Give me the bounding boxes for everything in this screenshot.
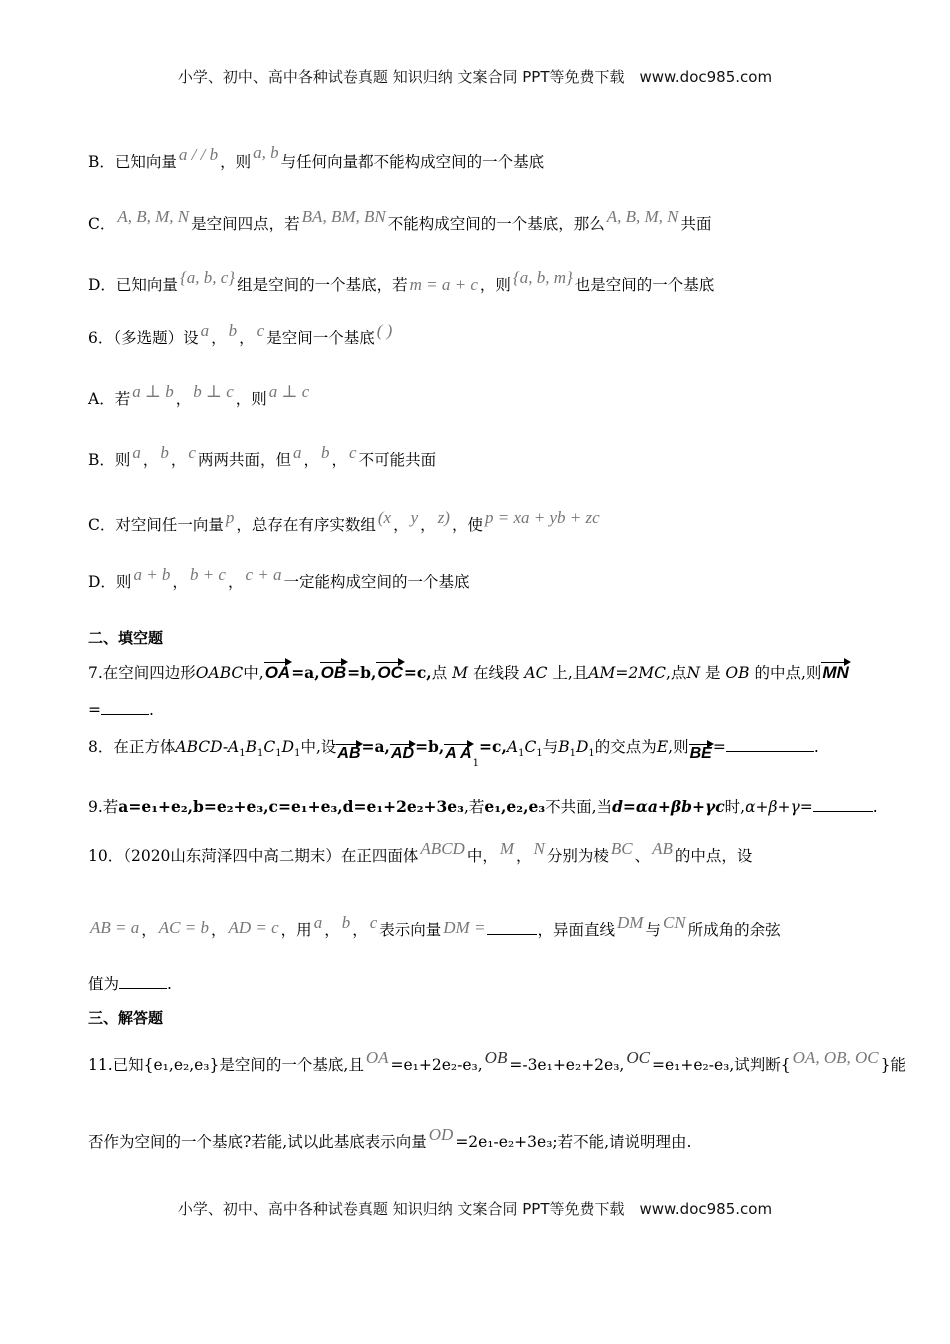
answer-blank <box>726 737 814 752</box>
q5-option-c <box>88 207 712 234</box>
math: α+β+γ= <box>745 798 813 816</box>
q6-option-b: B．则 a ， b ， c 两两共面，但 a ， b ， c 不可能共面 <box>88 443 437 469</box>
text: C．对空间任一向量 <box>88 516 224 534</box>
text: 与 <box>645 921 661 939</box>
vector-oc: OC <box>377 663 403 682</box>
q6-option-a: A．若 a ⊥ b ， b ⊥ c ，则 a ⊥ c <box>88 382 310 408</box>
text: =b, <box>347 663 377 682</box>
math: b + c <box>189 565 226 584</box>
text: ，用 <box>280 921 312 939</box>
text: 是空间四点，若 <box>191 215 300 233</box>
math: DM = <box>443 918 486 937</box>
math: N <box>533 839 545 858</box>
math: y <box>410 508 419 527</box>
text: B．已知向量 <box>88 153 177 171</box>
math: a <box>313 913 323 932</box>
math: OC <box>626 1048 650 1067</box>
math: M <box>452 664 469 682</box>
text: ，则 <box>220 153 252 171</box>
text: . <box>872 798 878 816</box>
math: a <box>132 443 141 462</box>
q10-line1 <box>88 839 753 866</box>
math: BC <box>610 839 633 858</box>
text: =b, <box>415 737 445 756</box>
math: A, B, M, N <box>606 207 679 226</box>
text: ,则 <box>668 738 689 756</box>
math: OA, OB, OC <box>792 1048 879 1067</box>
text: 是 <box>704 664 721 682</box>
footer-banner: 小学、初中、高中各种试卷真题 知识归纳 文案合同 PPT等免费下载 www.doc985.com <box>177 1200 773 1218</box>
math: e₁,e₂,e₃ <box>484 797 546 816</box>
text: 与任何向量都不能构成空间的一个基底 <box>280 153 545 171</box>
text: ，则 <box>479 276 511 294</box>
math: {a, b, c} <box>179 268 236 287</box>
math: M <box>499 839 514 858</box>
text: 与 <box>542 738 559 756</box>
text: 8．在正方体 <box>88 738 176 756</box>
math: DM <box>616 913 644 932</box>
math: OB <box>725 664 750 682</box>
vector-mn: MN <box>822 663 849 682</box>
math: m = a + c <box>409 275 478 294</box>
vector-ab: AB <box>337 745 361 762</box>
q8-line: 8．在正方体ABCD-$A_1B_1C_1D_1$中,设AB=a,AD=b,A $A_1=c,A_1C_1$与$B_1D_1$的交点为E,则BE= . <box>88 737 819 770</box>
text: =a, <box>361 737 390 756</box>
vector-aa1: A A <box>445 745 472 762</box>
text: 11.已知{e₁,e₂,e₃}是空间的一个基底,且 <box>88 1056 364 1074</box>
text: 是空间一个基底 <box>266 329 375 347</box>
text: ，总存在有序实数组 <box>236 516 376 534</box>
text: 中,设 <box>300 738 337 756</box>
text: 7.在空间四边形 <box>88 664 196 682</box>
text: 9.若 <box>88 798 119 816</box>
text: ，则 <box>235 390 267 408</box>
text: }能 <box>880 1056 906 1074</box>
text: 值为 <box>88 975 120 993</box>
q6-stem: 6．（多选题）设 a ， b ， c 是空间一个基底 ( ) <box>88 321 393 347</box>
q11-line2 <box>88 1125 692 1152</box>
text: 、 <box>634 847 651 865</box>
math: E <box>656 738 669 756</box>
math: AD = c <box>228 918 279 937</box>
math: ABCD <box>420 839 465 858</box>
q10-line3: 值为 . <box>88 975 172 993</box>
text: ，异面直线 <box>537 921 615 939</box>
text: ,点 <box>666 664 687 682</box>
section-heading-fill-in: 二、填空题 <box>88 629 164 647</box>
text: 10．（2020山东菏泽四中高二期末）在正四面体 <box>88 847 419 865</box>
math: a <box>200 321 210 340</box>
text: = <box>88 701 101 719</box>
math: a, b <box>253 143 279 162</box>
math: b ⊥ c <box>193 382 234 401</box>
text: 时, <box>724 798 746 816</box>
text: 在线段 <box>472 664 520 682</box>
math: OD <box>428 1125 454 1144</box>
math: p = xa + yb + zc <box>484 508 600 527</box>
text: D．已知向量 <box>88 276 178 294</box>
text: 共面 <box>680 215 712 233</box>
math: p <box>225 508 235 527</box>
text: 两两共面，但 <box>197 451 291 469</box>
math: ( ) <box>376 321 393 340</box>
text: 6．（多选题）设 <box>88 329 199 347</box>
text: 表示向量 <box>379 921 442 939</box>
text: 点 <box>431 664 448 682</box>
text: =-3e₁+e₂+2e₃, <box>509 1056 625 1074</box>
text: 不能构成空间的一个基底，那么 <box>387 215 605 233</box>
math: AC = b <box>158 918 209 937</box>
math: c <box>256 321 265 340</box>
math: A, B, M, N <box>117 207 190 226</box>
math: a + b <box>133 565 171 584</box>
math: BA, BM, BN <box>301 207 386 226</box>
text: 的交点为 <box>594 738 657 756</box>
section-heading-solve: 三、解答题 <box>88 1009 164 1027</box>
math: b <box>341 913 351 932</box>
q9-line <box>88 795 878 817</box>
q7-line2: = . <box>88 701 154 719</box>
header-banner: 小学、初中、高中各种试卷真题 知识归纳 文案合同 PPT等免费下载 www.doc985.com <box>177 68 773 86</box>
text: A．若 <box>88 390 131 408</box>
text: ，使 <box>451 516 483 534</box>
math: OABC <box>195 664 244 682</box>
math: CN <box>662 913 686 932</box>
answer-blank <box>101 700 149 715</box>
math: AB = a <box>90 918 140 937</box>
text: 中， <box>466 847 498 865</box>
math: a / / b <box>178 145 219 164</box>
q7-line1 <box>88 661 850 683</box>
math: (x <box>377 508 392 527</box>
math: ABCD-A <box>175 738 240 756</box>
math: OB <box>484 1048 508 1067</box>
answer-blank <box>487 920 537 935</box>
text: 组是空间的一个基底，若 <box>237 276 408 294</box>
math: a ⊥ b <box>132 382 174 401</box>
math: b <box>160 443 169 462</box>
q5-option-d <box>88 268 715 295</box>
math: a=e₁+e₂,b=e₂+e₃,c=e₁+e₃,d=e₁+2e₂+3e₃ <box>118 797 464 816</box>
text: ,若 <box>463 798 485 816</box>
math: OA <box>365 1048 389 1067</box>
q6-option-d: D．则 a + b ， b + c ， c + a 一定能构成空间的一个基底 <box>88 565 470 591</box>
text: B．则 <box>88 451 131 469</box>
text: 中, <box>243 664 264 682</box>
q11-line1 <box>88 1048 906 1075</box>
text: =2e₁-e₂+3e₃;若不能,请说明理由. <box>455 1133 692 1151</box>
math: AC <box>524 664 548 682</box>
answer-blank <box>119 974 167 989</box>
text: 的中点，设 <box>674 847 753 865</box>
math: N <box>686 664 700 682</box>
math: {a, b, m} <box>512 268 573 287</box>
math: c <box>369 913 378 932</box>
vector-ob: OB <box>320 663 347 682</box>
text: C． <box>88 215 116 233</box>
text: =c, <box>479 737 507 756</box>
math: AM=2MC <box>588 664 666 682</box>
text: =a, <box>291 663 320 682</box>
text: =c, <box>403 663 432 682</box>
q10-line2: AB = a ， AC = b ， AD = c ，用 a ， b ， c 表示向量 DM = ，异面直线 DM 与 CN 所成角的余弦 <box>90 913 781 939</box>
text: 一定能构成空间的一个基底 <box>283 573 470 591</box>
vector-oa: OA <box>264 663 291 682</box>
text: 所成角的余弦 <box>687 921 781 939</box>
text: 上,且 <box>552 664 589 682</box>
text: 不共面,当 <box>545 798 613 816</box>
text: 分别为棱 <box>546 847 609 865</box>
text: = <box>712 738 726 756</box>
math: c <box>188 443 196 462</box>
text: 否作为空间的一个基底?若能,试以此基底表示向量 <box>88 1133 427 1151</box>
math: d=αa+βb+γc <box>612 797 725 816</box>
vector-ad: AD <box>390 745 415 762</box>
q5-option-b <box>88 143 545 172</box>
math: AB <box>652 839 673 858</box>
math: c <box>349 443 357 462</box>
text: D．则 <box>88 573 132 591</box>
answer-blank <box>813 797 873 812</box>
math: c + a <box>245 565 282 584</box>
q6-option-c: C．对空间任一向量 p ，总存在有序实数组 (x ， y ， z) ，使 p = xa + yb + zc <box>88 508 600 534</box>
vector-be: BE <box>689 745 712 762</box>
math: a <box>292 443 302 462</box>
text: 也是空间的一个基底 <box>574 276 715 294</box>
math: a ⊥ c <box>268 382 310 401</box>
math: b <box>321 443 330 462</box>
text: =e₁+e₂-e₃,试判断{ <box>651 1056 791 1074</box>
text: 的中点,则 <box>754 664 822 682</box>
text: ， <box>516 847 532 865</box>
math: z) <box>437 508 450 527</box>
math: b <box>228 321 238 340</box>
text: =e₁+2e₂-e₃, <box>390 1056 483 1074</box>
text: 不可能共面 <box>358 451 437 469</box>
